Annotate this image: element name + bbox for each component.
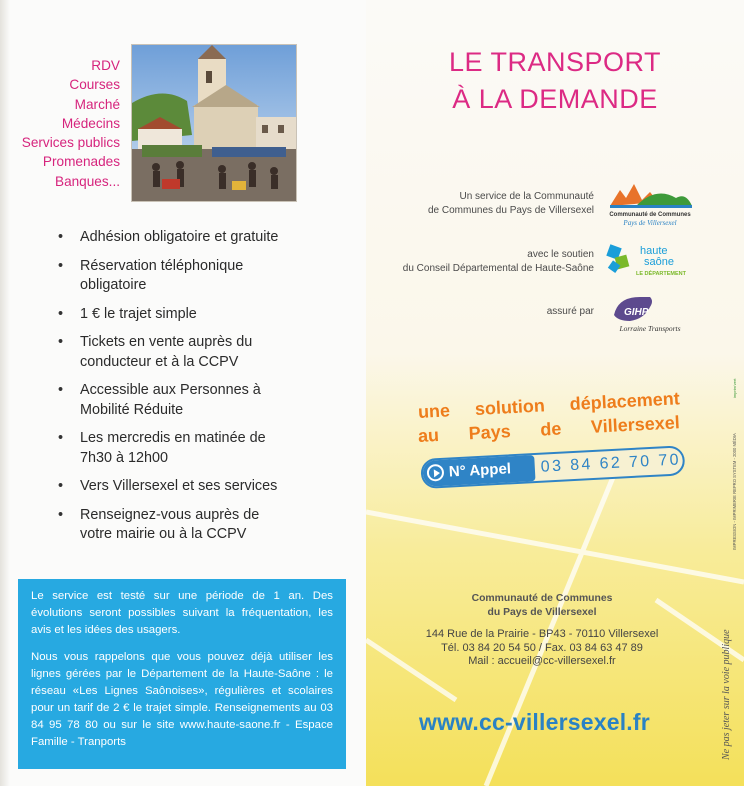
feature-item: • Renseignez-vous auprès de votre mairie ou à la CCPV [58, 506, 280, 545]
address-mail[interactable]: Mail : accueil@cc-villersexel.fr [468, 655, 616, 667]
haute-saone-logo-icon [606, 240, 694, 280]
feature-item: • Réservation téléphonique obligatoire [58, 257, 280, 296]
feature-item: • Tickets en vente auprès du conducteur et à la CCPV [58, 333, 280, 372]
play-icon [427, 464, 445, 482]
call-label-block [422, 455, 535, 487]
imprim-vert-label: imprim'vert [732, 378, 737, 398]
info-box [18, 579, 346, 769]
partner-ccpv-text: Un service de la Communauté de Communes du Pays de Villersexel [427, 191, 594, 216]
feature-item: • Vers Villersexel et ses services [58, 477, 348, 497]
feature-item: • 1 € le trajet simple [58, 305, 348, 325]
reasons-list [22, 56, 120, 191]
address-org: Communauté de Communes [471, 593, 613, 604]
call-label: N° Appel [448, 460, 512, 481]
ccpv-logo-subtext: Pays de Villersexel [623, 219, 677, 227]
haute-saone-department: LE DÉPARTEMENT [636, 271, 687, 277]
info-paragraph: Le service est testé sur une période de 1 an. Des évolutions seront possibles suivant la fréquentation, les avis et les idées des usagers. [31, 590, 333, 636]
page-title: LE TRANSPORT À LA DEMANDE [448, 47, 662, 114]
info-paragraph: Nous vous rappelons que vous pouvez déjà utiliser les lignes gérées par le Département de la Haute-Saône : le réseau «Les Lignes Saônoises», régulières et scolaires pour un tarif de 2 € le trajet simple. Renseignements au 03 84 95 78 80 ou sur le site www.haute-saone.fr - Espace Famille - Tranports [31, 651, 333, 748]
partner-gihp-text: assuré par [546, 306, 594, 317]
slogan: une solution déplacement au Pays de Villersexel [417, 388, 681, 446]
haute-saone-word-2: saône [644, 256, 674, 268]
haute-saone-logo [606, 240, 694, 280]
gihp-logo-icon [610, 293, 694, 335]
page-edge-shadow [0, 0, 10, 786]
ccpv-logo-text: Communauté de Communes [609, 212, 691, 218]
phone-number[interactable]: 03 84 62 70 70 [540, 451, 682, 476]
address-block [418, 592, 666, 669]
ccpv-logo-icon [606, 180, 694, 230]
feature-item: • Accessible aux Personnes à Mobilité Réduite [58, 381, 280, 420]
gihp-logo-text: GIHP [624, 307, 649, 318]
reason-item: Banques... [55, 173, 120, 189]
feature-item: • Les mercredis en matinée de 7h30 à 12h00 [58, 429, 290, 468]
photo-illustration [132, 45, 296, 201]
vertical-notice: Ne pas jeter sur la voie publique [721, 629, 732, 760]
feature-item: • Adhésion obligatoire et gratuite [58, 228, 348, 248]
reason-item: Services publics [21, 135, 120, 151]
partner-department-text: avec le soutien du Conseil Départemental de Haute-Saône [402, 249, 594, 274]
reason-item: Marché [74, 96, 120, 112]
features-list [58, 228, 348, 554]
village-market-photo [131, 44, 297, 202]
website-link[interactable]: www.cc-villersexel.fr [419, 709, 650, 735]
imprint-text: IMPRESSION - IMPRIMERIE REPRO SYSTEM - 2000 MÉDIA [732, 433, 737, 550]
address-org-2: du Pays de Villersexel [487, 606, 597, 618]
left-panel [0, 0, 366, 786]
gihp-logo [610, 293, 694, 335]
ccpv-logo [606, 180, 694, 230]
gihp-logo-subtext: Lorraine Transports [619, 324, 681, 333]
reason-item: Promenades [42, 154, 120, 170]
reason-item: Courses [69, 77, 120, 93]
address-phone: Tél. 03 84 20 54 50 / Fax. 03 84 63 47 89 [441, 641, 643, 654]
address-street: 144 Rue de la Prairie - BP43 - 70110 Villersexel [425, 628, 659, 640]
haute-saone-word-1: haute [640, 245, 668, 257]
reason-item: Médecins [61, 115, 120, 131]
reason-item: RDV [91, 58, 120, 73]
